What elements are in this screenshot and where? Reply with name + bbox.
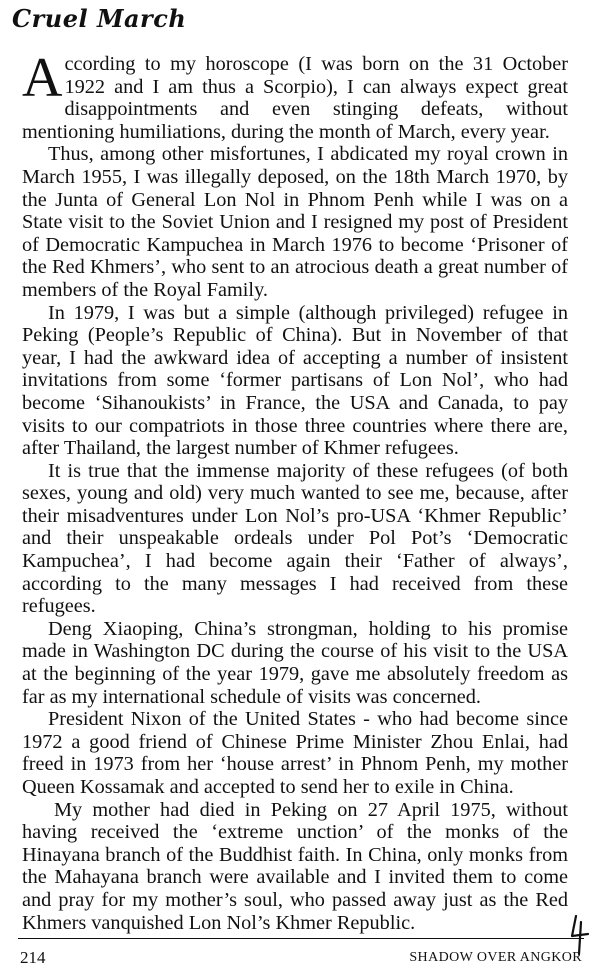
running-footer-title: SHADOW OVER ANGKOR [409, 950, 582, 965]
paragraph-4: It is true that the immense majority of these refugees (of both sexes, young and old) very much wanted to see me, because, after their misadventures under Lon Nol’s pro-USA ‘Khmer Republic’ and their unspeakable ordeals under Pol Pot’s ‘Democratic Kampuchea’, I had become again their ‘Father of always’, according to the many messages I had received from these refugees. [22, 459, 568, 618]
page-number: 214 [20, 948, 46, 967]
chapter-title: Cruel March [12, 4, 187, 33]
paragraph-1-text: ccording to my horoscope (I was born on the 31 October 1922 and I am thus a Scorpio), I can always expect great disappointments and even stinging defeats, without mentioning humiliations, during the month of March, every year. [22, 53, 568, 143]
paragraph-2: Thus, among other misfortunes, I abdicated my royal crown in March 1955, I was illegally deposed, on the 18th March 1970, by the Junta of General Lon Nol in Phnom Penh while I was on a State visit to the Soviet Union and I resigned my post of President of Democratic Kampuchea in March 1976 to become ‘Prisoner of the Red Khmers’, who sent to an atrocious death a great number of members of the Royal Family. [22, 143, 568, 301]
drop-cap: A [22, 47, 63, 109]
paragraph-5: Deng Xiaoping, China’s strongman, holding to his promise made in Washington DC during the course of his visit to the USA at the beginning of the year 1979, gave me absolutely freedom as far as my international schedule of visits was concerned. [22, 617, 568, 708]
footer-rule [18, 938, 584, 939]
paragraph-1 [22, 47, 568, 143]
paragraph-6: President Nixon of the United States - who had become since 1972 a good friend of Chinese Prime Minister Zhou Enlai, had freed in 1973 from her ‘house arrest’ in Phnom Penh, my mother Queen Kossamak and accepted to send her to exile in China. [22, 708, 568, 798]
body-text [22, 47, 568, 934]
paragraph-7: My mother had died in Peking on 27 April 1975, without having received the ‘extreme unction’ of the monks of the Hinayana branch of the Buddhist faith. In China, only monks from the Mahayana branch were available and I invited them to come and pray for my mother’s soul, who passed away just as the Red Khmers vanquished Lon Nol’s Khmer Republic. [22, 798, 568, 934]
paragraph-3: In 1979, I was but a simple (although privileged) refugee in Peking (People’s Republic of China). But in November of that year, I had the awkward idea of accepting a number of insistent invitations from some ‘former partisans of Lon Nol’, who had become ‘Sihanoukists’ in France, the USA and Canada, to pay visits to our compatriots in those three countries where there are, after Thailand, the largest number of Khmer refugees. [22, 301, 568, 460]
